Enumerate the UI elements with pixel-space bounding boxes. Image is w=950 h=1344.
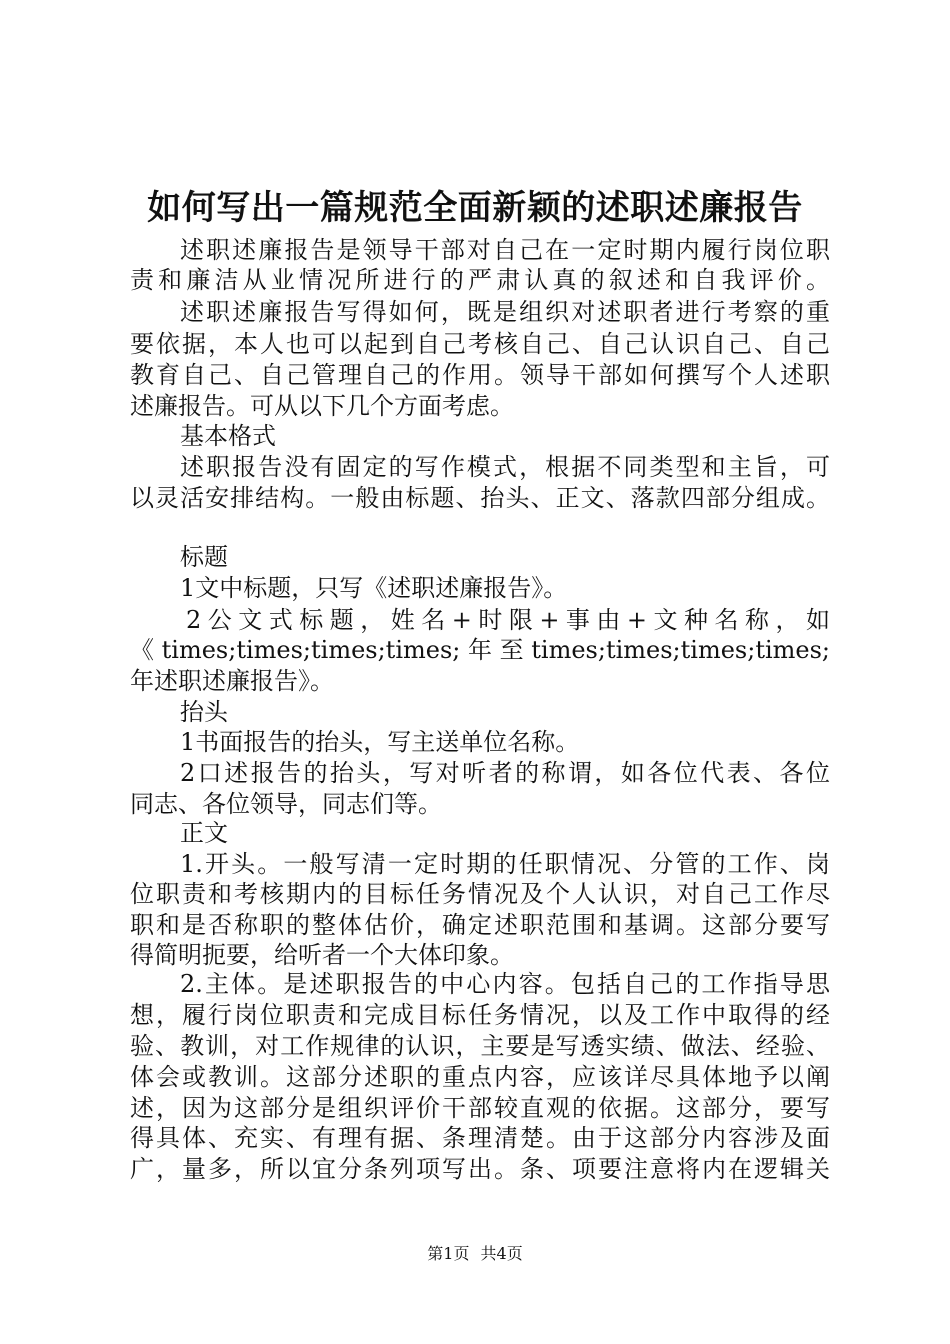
- body-line: 位职责和考核期内的目标任务情况及个人认识，对自己工作尽: [130, 880, 830, 908]
- body-line: 验、教训，对工作规律的认识，主要是写透实绩、做法、经验、: [130, 1032, 830, 1060]
- body-line: 2.主体。是述职报告的中心内容。包括自己的工作指导思: [180, 970, 830, 998]
- body-line: 述廉报告。可从以下几个方面考虑。: [130, 392, 514, 420]
- body-line: 得具体、充实、有理有据、条理清楚。由于这部分内容涉及面: [130, 1124, 830, 1152]
- body-line: 《times;times;times;times;年至times;times;times;times;: [130, 636, 830, 664]
- body-line: 想，履行岗位职责和完成目标任务情况，以及工作中取得的经: [130, 1001, 830, 1029]
- body-line: 同志、各位领导，同志们等。: [130, 790, 442, 818]
- page-total: 共4页: [480, 1244, 523, 1263]
- body-line: 1文中标题，只写《述职述廉报告》。: [180, 574, 568, 602]
- body-line: 广，量多，所以宜分条列项写出。条、项要注意将内在逻辑关: [130, 1155, 830, 1183]
- body-line: 2公文式标题，姓名+时限+事由+文种名称，如: [186, 606, 830, 634]
- body-line: 以灵活安排结构。一般由标题、抬头、正文、落款四部分组成。: [130, 484, 830, 512]
- page-number: 第1页: [427, 1244, 470, 1263]
- body-line: 职和是否称职的整体估价，确定述职范围和基调。这部分要写: [130, 911, 830, 939]
- page-footer: [0, 1243, 950, 1265]
- section-heading: 抬头: [180, 698, 228, 726]
- body-line: 1书面报告的抬头，写主送单位名称。: [180, 728, 580, 756]
- body-line: 责和廉洁从业情况所进行的严肃认真的叙述和自我评价。: [130, 266, 830, 294]
- section-heading: 标题: [180, 543, 228, 571]
- section-heading: 基本格式: [180, 422, 276, 450]
- body-line: 得简明扼要，给听者一个大体印象。: [130, 941, 514, 969]
- body-line: 要依据，本人也可以起到自己考核自己、自己认识自己、自己: [130, 330, 830, 358]
- section-heading: 正文: [180, 819, 228, 847]
- body-line: 述职述廉报告是领导干部对自己在一定时期内履行岗位职: [180, 236, 830, 264]
- body-line: 述职述廉报告写得如何，既是组织对述职者进行考察的重: [180, 298, 830, 326]
- body-line: 年述职述廉报告》。: [130, 667, 334, 695]
- body-line: 体会或教训。这部分述职的重点内容，应该详尽具体地予以阐: [130, 1063, 830, 1091]
- body-line: 教育自己、自己管理自己的作用。领导干部如何撰写个人述职: [130, 361, 830, 389]
- body-line: 述职报告没有固定的写作模式，根据不同类型和主旨，可: [180, 453, 830, 481]
- body-line: 2口述报告的抬头，写对听者的称谓，如各位代表、各位: [180, 759, 830, 787]
- body-line: 1.开头。一般写清一定时期的任职情况、分管的工作、岗: [180, 850, 830, 878]
- body-line: 述，因为这部分是组织评价干部较直观的依据。这部分，要写: [130, 1094, 830, 1122]
- document-title: 如何写出一篇规范全面新颖的述职述廉报告: [147, 188, 803, 228]
